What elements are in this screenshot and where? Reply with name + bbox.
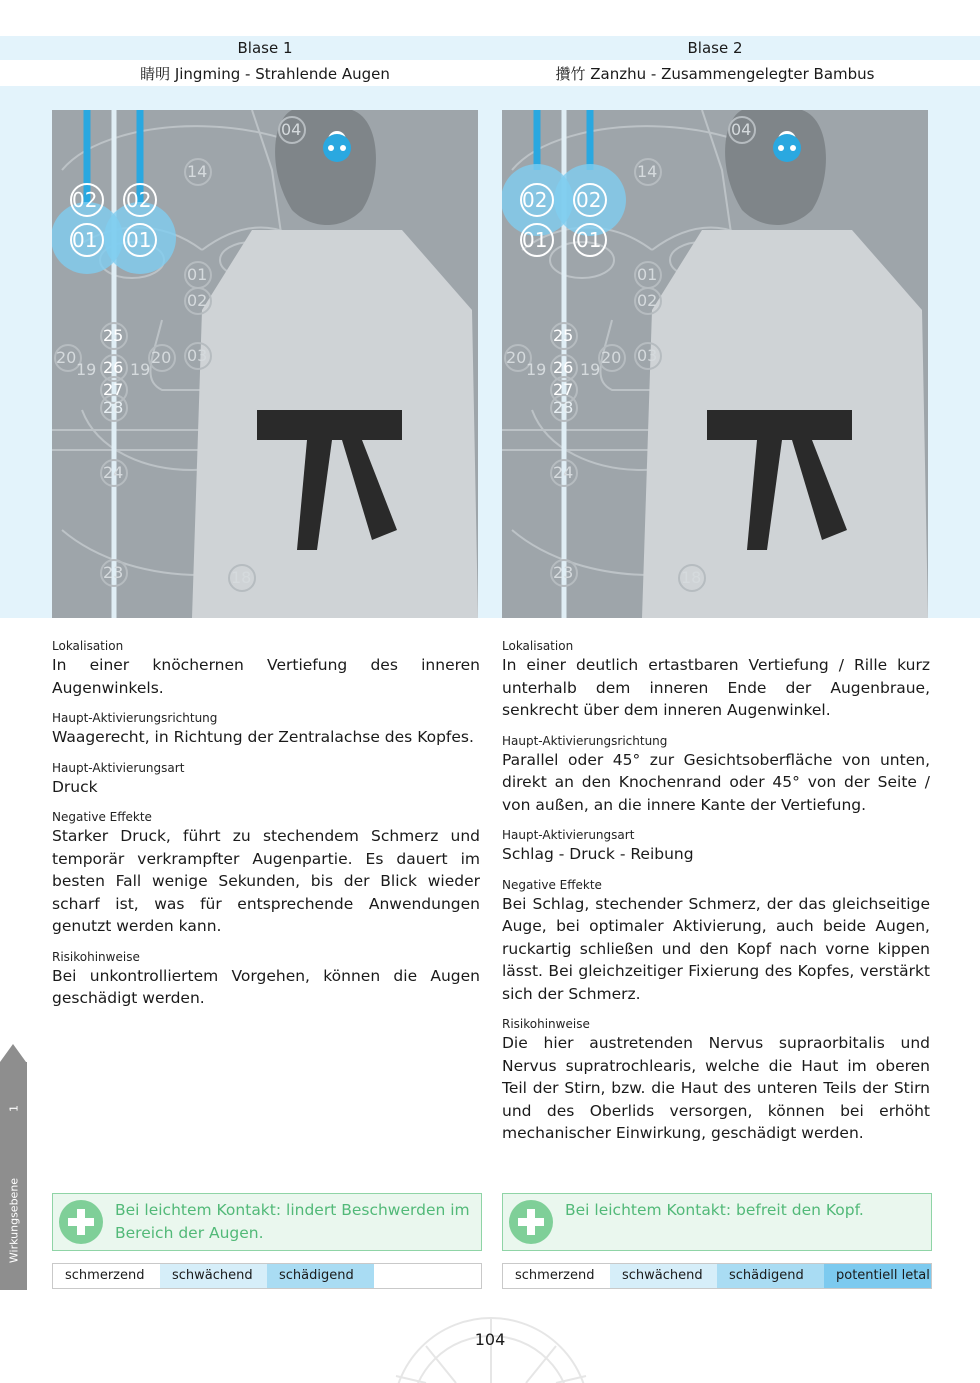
left-dir-label: Haupt-Aktivierungsrichtung <box>52 711 218 725</box>
point-label-02c: 02 <box>187 291 208 310</box>
right-dir-label: Haupt-Aktivierungsrichtung <box>502 733 668 748</box>
point-label-28: 28 <box>553 398 574 417</box>
medical-cross-icon <box>509 1200 553 1244</box>
point-label-25: 25 <box>553 326 574 345</box>
point-label-26: 26 <box>103 358 124 377</box>
scale-level-2: schwächend <box>610 1264 717 1288</box>
left-description <box>52 638 480 1021</box>
point-label-14: 14 <box>637 162 658 181</box>
left-subtitle: 睛明 Jingming - Strahlende Augen <box>140 65 390 83</box>
point-label-02b: 02 <box>576 188 602 212</box>
point-label-25: 25 <box>103 326 124 345</box>
point-label-01a: 01 <box>72 228 98 252</box>
scale-level-2: schwächend <box>160 1264 267 1288</box>
left-effect-scale <box>52 1263 482 1289</box>
point-label-26: 26 <box>553 358 574 377</box>
point-label-02b: 02 <box>126 188 152 212</box>
right-subtitle: 攢竹 Zanzhu - Zusammengelegter Bambus <box>555 65 875 83</box>
right-loc-text: In einer deutlich ertastbaren Vertiefung / Rille kurz unterhalb dem inneren Ende der Augenbraue, senkrecht über dem inneren Augenwinkel. <box>502 656 930 719</box>
scale-level-4: potentiell letal <box>824 1264 931 1288</box>
page-number: 104 <box>474 1330 506 1349</box>
header-underline <box>0 86 980 98</box>
point-label-01b: 01 <box>576 228 602 252</box>
page-emblem-icon <box>366 1316 616 1383</box>
left-type-text: Druck <box>52 777 98 796</box>
right-type-label: Haupt-Aktivierungsart <box>502 828 635 842</box>
right-figure <box>502 110 928 618</box>
right-dir-text: Parallel oder 45° zur Gesichtsoberfläche von unten, direkt an den Knochenrand oder 45° von der Seite / von außen, an die innere Kante der Vertiefung. <box>502 750 930 814</box>
point-label-20a: 20 <box>56 348 77 367</box>
point-label-04: 04 <box>731 120 752 139</box>
point-label-01c: 01 <box>637 265 658 284</box>
left-loc-text: In einer knöchernen Vertiefung des inneren Augenwinkels. <box>52 656 480 697</box>
point-label-28: 28 <box>103 398 124 417</box>
right-healing-text: Bei leichtem Kontakt: befreit den Kopf. <box>565 1201 864 1219</box>
point-label-19a: 19 <box>76 360 97 379</box>
left-neg-text: Starker Druck, führt zu stechendem Schmerz und temporär verkrampfter Augenpartie. Es dauert im besten Fall wenige Sekunden, bis der Blick wieder scharf ist, was für entsprechende Anwendungen genutzt werden kann. <box>52 827 480 935</box>
point-label-02a: 02 <box>522 188 548 212</box>
right-healing-box <box>502 1193 932 1251</box>
left-healing-text: Bei leichtem Kontakt: lindert Beschwerden im Bereich der Augen. <box>115 1201 470 1242</box>
point-label-27: 27 <box>553 380 574 399</box>
point-label-03: 03 <box>637 346 658 365</box>
left-title: Blase 1 <box>237 39 293 57</box>
point-label-18: 18 <box>681 568 702 587</box>
right-risk-text: Die hier austretenden Nervus supraorbitalis und Nervus supratrochlearis, welche die Haut im oberen Teil der Stirn, bzw. die Haut des unteren Teils der Stirn und des Oberlids versorgen, können bei erhöht mechanischer Einwirkung, geschädigt werden. <box>502 1034 930 1142</box>
left-risk-label: Risikohinweise <box>52 949 140 964</box>
right-effect-scale <box>502 1263 932 1289</box>
point-label-20a: 20 <box>506 348 527 367</box>
point-label-20b: 20 <box>151 348 172 367</box>
point-label-02c: 02 <box>637 291 658 310</box>
right-neg-label: Negative Effekte <box>502 877 602 892</box>
point-label-23: 23 <box>103 563 124 582</box>
left-healing-box <box>52 1193 482 1251</box>
scale-level-3: schädigend <box>267 1264 374 1288</box>
point-label-01a: 01 <box>522 228 548 252</box>
left-neg-label: Negative Effekte <box>52 810 152 824</box>
point-label-24: 24 <box>553 463 574 482</box>
point-label-03: 03 <box>187 346 208 365</box>
chapter-number: 1 <box>7 1105 21 1112</box>
left-type-label: Haupt-Aktivierungsart <box>52 760 185 775</box>
point-label-02a: 02 <box>72 188 98 212</box>
point-label-14: 14 <box>187 162 208 181</box>
left-risk-text: Bei unkontrolliertem Vorgehen, können die Augen geschädigt werden. <box>52 966 480 1007</box>
left-loc-label: Lokalisation <box>52 639 124 653</box>
point-label-27: 27 <box>103 380 124 399</box>
right-description <box>502 638 930 1156</box>
chapter-label: Wirkungsebene <box>7 1177 21 1264</box>
right-risk-label: Risikohinweise <box>502 1017 590 1031</box>
right-loc-label: Lokalisation <box>502 639 574 653</box>
chapter-tab <box>0 1062 27 1290</box>
point-label-18: 18 <box>231 568 252 587</box>
scale-level-3: schädigend <box>717 1264 824 1288</box>
point-label-24: 24 <box>103 463 124 482</box>
point-label-01c: 01 <box>187 265 208 284</box>
point-label-01b: 01 <box>126 228 152 252</box>
point-label-23: 23 <box>553 563 574 582</box>
point-label-19a: 19 <box>526 360 547 379</box>
right-title: Blase 2 <box>687 39 743 57</box>
right-type-text: Schlag - Druck - Reibung <box>502 845 694 863</box>
right-neg-text: Bei Schlag, stechender Schmerz, der das gleichseitige Auge, bei optimaler Aktivierung, auch beide Augen, ruckartig schließen und den Kopf nach vorne kippen lässt. Bei gleichzeitiger Fixierung des Kopfes, verstärkt sich der Schmerz. <box>502 894 930 1003</box>
scale-level-1: schmerzend <box>503 1264 610 1288</box>
point-label-19b: 19 <box>130 360 151 379</box>
point-label-04: 04 <box>281 120 302 139</box>
scale-level-1: schmerzend <box>53 1264 160 1288</box>
medical-cross-icon <box>59 1200 103 1244</box>
left-dir-text: Waagerecht, in Richtung der Zentralachse des Kopfes. <box>52 728 474 746</box>
point-label-19b: 19 <box>580 360 601 379</box>
scale-level-4-empty <box>374 1264 481 1288</box>
point-label-20b: 20 <box>601 348 622 367</box>
left-figure <box>52 110 478 618</box>
